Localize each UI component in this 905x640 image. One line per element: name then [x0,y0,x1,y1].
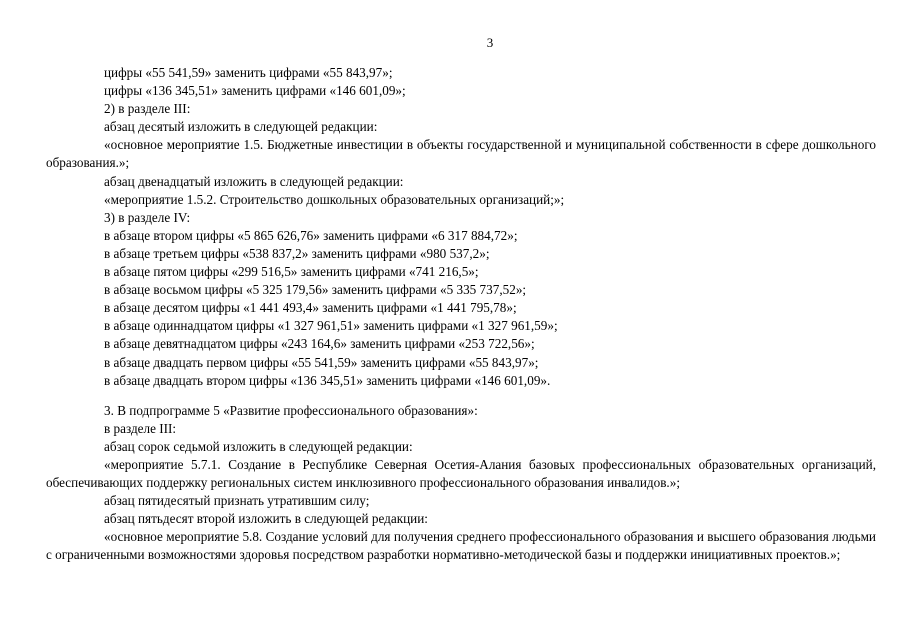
text-line: абзац десятый изложить в следующей редакции: [104,119,378,135]
text-line: абзац пятьдесят второй изложить в следующей редакции: [104,511,428,527]
text-line: 3) в разделе IV: [104,209,191,225]
text-line: 3. В подпрограмме 5 «Развитие профессионального образования»: [104,402,478,418]
text-paragraph: «основное мероприятие 1.5. Бюджетные инвестиции в объекты государственной и муниципальной собственности в сфере дошкольного образования.»; [46,137,876,171]
text-line: абзац сорок седьмой изложить в следующей редакции: [104,438,413,454]
text-line: «мероприятие 1.5.2. Строительство дошкольных образовательных организаций;»; [104,191,565,207]
text-line: цифры «55 541,59» заменить цифрами «55 843,97»; [104,65,393,80]
text-paragraph: «мероприятие 5.7.1. Создание в Республике Северная Осетия-Алания базовых профессиональных образовательных организаций, обеспечивающих поддержку региональных систем инклюзивного профессионального образования инвалидов.»; [46,456,876,491]
text-line: в абзаце втором цифры «5 865 626,76» заменить цифрами «6 317 884,72»; [104,227,518,243]
text-line: цифры «136 345,51» заменить цифрами «146 601,09»; [104,83,406,99]
text-line: в абзаце пятом цифры «299 516,5» заменить цифрами «741 216,5»; [104,264,479,280]
page-number: 3 [486,35,494,50]
text-line: в разделе III: [104,420,177,436]
text-line: в абзаце восьмом цифры «5 325 179,56» заменить цифрами «5 335 737,52»; [104,282,527,298]
text-line: в абзаце девятнадцатом цифры «243 164,6» заменить цифрами «253 722,56»; [104,336,535,352]
text-line: в абзаце двадцать первом цифры «55 541,59» заменить цифрами «55 843,97»; [104,354,539,370]
text-line: абзац пятидесятый признать утратившим силу; [104,493,370,509]
text-line: 2) в разделе III: [104,101,191,117]
text-line: в абзаце десятом цифры «1 441 493,4» заменить цифрами «1 441 795,78»; [104,300,517,316]
text-line: в абзаце двадцать втором цифры «136 345,51» заменить цифрами «146 601,09». [104,372,551,388]
text-line: абзац двенадцатый изложить в следующей редакции: [104,173,404,189]
document-body [46,64,876,565]
text-line: в абзаце одиннадцатом цифры «1 327 961,51» заменить цифрами «1 327 961,59»; [104,318,558,334]
text-line: в абзаце третьем цифры «538 837,2» заменить цифрами «980 537,2»; [104,245,490,261]
paragraph-gap [46,390,876,402]
text-paragraph: «основное мероприятие 5.8. Создание условий для получения среднего профессионального образования и высшего образования людьми с ограниченными возможностями здоровья посредством разработки нормативно-методической базы и поддержки инициативных проектов.»; [46,529,876,563]
